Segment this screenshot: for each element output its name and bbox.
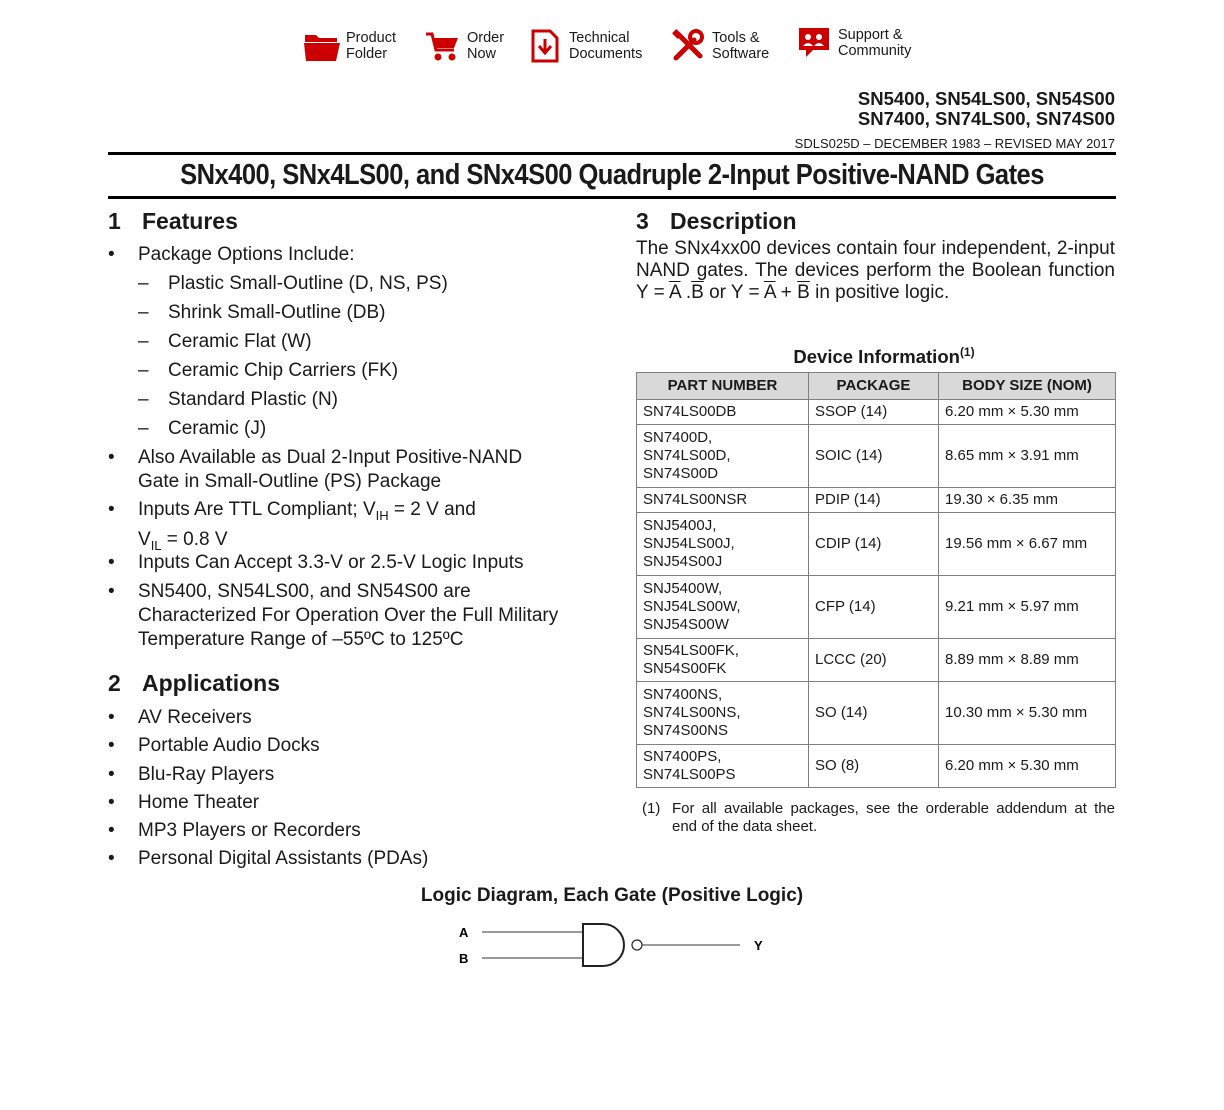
- application-text: Personal Digital Assistants (PDAs): [138, 848, 429, 870]
- title-rule-bottom: [108, 196, 1116, 199]
- table-row: [637, 745, 1116, 788]
- product-folder-label: Product Folder: [346, 29, 396, 62]
- dash-marker: –: [138, 389, 149, 410]
- list-item: • Inputs Can Accept 3.3-V or 2.5-V Logic Inputs: [108, 552, 524, 573]
- package-cell: SSOP (14): [809, 400, 939, 425]
- inversion-bubble: [632, 940, 642, 950]
- package-option-text: Ceramic (J): [168, 418, 267, 439]
- table-footnote: (1) For all available packages, see the orderable addendum at the end of the data sheet.: [642, 800, 1115, 835]
- table-row: [637, 488, 1116, 513]
- bullet-marker: •: [108, 763, 115, 785]
- body-size-cell: 8.65 mm × 3.91 mm: [939, 425, 1116, 488]
- nand-gate-body: [583, 924, 624, 966]
- tools-icon: [668, 26, 708, 66]
- part-number: SN7400NS,: [643, 686, 723, 703]
- package-option-text: Plastic Small-Outline (D, NS, PS): [168, 273, 448, 294]
- body-size-cell: 6.20 mm × 5.30 mm: [939, 400, 1116, 425]
- document-id: SDLS025D – DECEMBER 1983 – REVISED MAY 2017: [794, 136, 1115, 151]
- part-number: SNJ54S00W: [643, 616, 729, 633]
- top-nav: [0, 26, 1224, 70]
- tools-software-label: Tools & Software: [712, 29, 770, 62]
- table-row: [637, 400, 1116, 425]
- title-rule-top: [108, 152, 1116, 155]
- package-cell: SO (8): [809, 745, 939, 788]
- part-number: SNJ5400J,: [643, 517, 717, 534]
- device-information-table: [636, 372, 1116, 788]
- sub-list-item: [138, 330, 598, 359]
- body-size-cell: 19.30 × 6.35 mm: [939, 488, 1116, 513]
- order-now-label: Order Now: [467, 29, 505, 62]
- package-cell: PDIP (14): [809, 488, 939, 513]
- device-information-caption: Device Information$^{(1)}$: [793, 345, 975, 368]
- list-item: [108, 819, 598, 847]
- sub-list-item: [138, 417, 598, 446]
- body-size-cell: 6.20 mm × 5.30 mm: [939, 745, 1116, 788]
- sub-list-item: [138, 388, 598, 417]
- application-text: Home Theater: [138, 791, 260, 813]
- body-size-cell: 8.89 mm × 8.89 mm: [939, 639, 1116, 682]
- nand-gate-diagram: [450, 915, 780, 975]
- application-text: AV Receivers: [138, 707, 252, 728]
- part-number-cell: [637, 488, 809, 513]
- product-folder-link[interactable]: [302, 26, 396, 66]
- part-number: SN74LS00NSR: [643, 491, 748, 508]
- package-option-text: Ceramic Flat (W): [168, 331, 312, 352]
- part-number-cell: [637, 745, 809, 788]
- folder-icon: [302, 26, 342, 66]
- package-cell: SO (14): [809, 682, 939, 745]
- part-number-cell: [637, 425, 809, 488]
- body-size-cell: 10.30 mm × 5.30 mm: [939, 682, 1116, 745]
- package-cell: CFP (14): [809, 576, 939, 639]
- part-number-cell: [637, 400, 809, 425]
- part-number: SN74LS00DB: [643, 403, 737, 420]
- description-heading: 3 Description: [636, 208, 797, 234]
- document-download-icon: [525, 26, 565, 66]
- table-row: [637, 682, 1116, 745]
- technical-documents-link[interactable]: [525, 26, 642, 66]
- body-size-cell: 9.21 mm × 5.97 mm: [939, 576, 1116, 639]
- table-row: [637, 576, 1116, 639]
- list-item: [108, 706, 598, 734]
- community-chat-icon: [794, 23, 834, 63]
- body-size-cell: 19.56 mm × 6.67 mm: [939, 513, 1116, 576]
- dash-marker: –: [138, 418, 149, 439]
- cart-icon: [423, 26, 463, 66]
- package-cell: SOIC (14): [809, 425, 939, 488]
- dash-marker: –: [138, 331, 149, 352]
- part-number: SN7400PS,: [643, 748, 722, 765]
- part-number: SN74LS00D,: [643, 447, 731, 464]
- input-a-label: A: [459, 925, 469, 940]
- part-number-cell: [637, 513, 809, 576]
- application-text: Portable Audio Docks: [138, 735, 320, 757]
- list-item: • Also Available as Dual 2-Input Positive-NAND Gate in Small-Outline (PS) Package: [108, 447, 523, 492]
- order-now-link[interactable]: [423, 26, 504, 66]
- features-heading: 1 Features: [108, 208, 238, 234]
- bullet-marker: •: [108, 791, 115, 813]
- part-number-cell: [637, 682, 809, 745]
- part-number: SNJ54LS00J,: [643, 535, 735, 552]
- package-options-sublist: [108, 272, 598, 446]
- application-text: Blu-Ray Players: [138, 763, 275, 785]
- part-number-cell: [637, 639, 809, 682]
- part-number: SN54LS00FK,: [643, 642, 739, 659]
- package-cell: CDIP (14): [809, 513, 939, 576]
- output-y-label: Y: [754, 938, 763, 953]
- dash-marker: –: [138, 360, 149, 381]
- package-option-text: Ceramic Chip Carriers (FK): [168, 360, 399, 381]
- technical-documents-label: Technical Documents: [569, 29, 643, 62]
- sub-list-item: [138, 301, 598, 330]
- package-option-text: Standard Plastic (N): [168, 389, 339, 410]
- list-item: • Package Options Include:: [108, 244, 355, 265]
- part-numbers-line-1: SN5400, SN54LS00, SN54S00: [857, 88, 1115, 109]
- dash-marker: –: [138, 273, 149, 294]
- applications-heading: 2 Applications: [108, 670, 281, 696]
- table-row: [637, 425, 1116, 488]
- list-item: • Inputs Are TTL Compliant; $V_{IH} = 2$ V and $V_{IL} = 0.8$ V: [108, 499, 476, 553]
- sub-list-item: [138, 272, 598, 301]
- list-item: [108, 791, 598, 819]
- list-item: [108, 734, 598, 762]
- sub-list-item: [138, 359, 598, 388]
- column-header: BODY SIZE (NOM): [939, 373, 1116, 400]
- logic-diagram-title: Logic Diagram, Each Gate (Positive Logic): [420, 885, 804, 906]
- page-title: SNx400, SNx4LS00, and SNx4S00 Quadruple 2-Input Positive-NAND Gates: [180, 159, 1044, 191]
- part-number: SNJ5400W,: [643, 580, 723, 597]
- part-number: SN74S00NS: [643, 722, 729, 739]
- list-item: [108, 763, 598, 791]
- column-header: PACKAGE: [809, 373, 939, 400]
- part-number: SNJ54LS00W,: [643, 598, 741, 615]
- column-header: PART NUMBER: [637, 373, 809, 400]
- part-number: SN54S00FK: [643, 660, 727, 677]
- table-row: [637, 513, 1116, 576]
- application-text: MP3 Players or Recorders: [138, 820, 361, 842]
- bullet-marker: •: [108, 820, 115, 842]
- part-number: SNJ54S00J: [643, 553, 723, 570]
- input-b-label: B: [459, 951, 469, 966]
- table-header-row: [637, 373, 1116, 400]
- support-community-link[interactable]: [794, 23, 911, 63]
- bullet-marker: •: [108, 735, 115, 757]
- bullet-marker: •: [108, 707, 115, 728]
- dash-marker: –: [138, 302, 149, 323]
- part-number-cell: [637, 576, 809, 639]
- bullet-marker: •: [108, 848, 115, 870]
- applications-list: [108, 706, 598, 876]
- part-number: SN7400D,: [643, 429, 713, 446]
- part-number: SN74LS00PS: [643, 766, 736, 783]
- package-option-text: Shrink Small-Outline (DB): [168, 302, 386, 323]
- features-list: [108, 243, 598, 652]
- description-text: The SNx4xx00 devices contain four independent, 2-input NAND gates. The devices perform the Boolean function $Y = \overline{A}$ $.\overline{B}$ or $Y = \overline{A} + \overline{B}$ in positive logic.: [636, 238, 1115, 303]
- part-number: SN74LS00NS,: [643, 704, 741, 721]
- table-row: [637, 639, 1116, 682]
- package-cell: LCCC (20): [809, 639, 939, 682]
- part-numbers-line-2: SN7400, SN74LS00, SN74S00: [857, 108, 1115, 129]
- support-community-label: Support & Community: [838, 26, 912, 59]
- list-item: • SN5400, SN54LS00, and SN54S00 are Characterized For Operation Over the Full Military Temperature Range of –55ºC to 125ºC: [108, 581, 559, 650]
- tools-software-link[interactable]: [668, 26, 769, 66]
- part-number: SN74S00D: [643, 465, 719, 482]
- list-item: [108, 847, 598, 875]
